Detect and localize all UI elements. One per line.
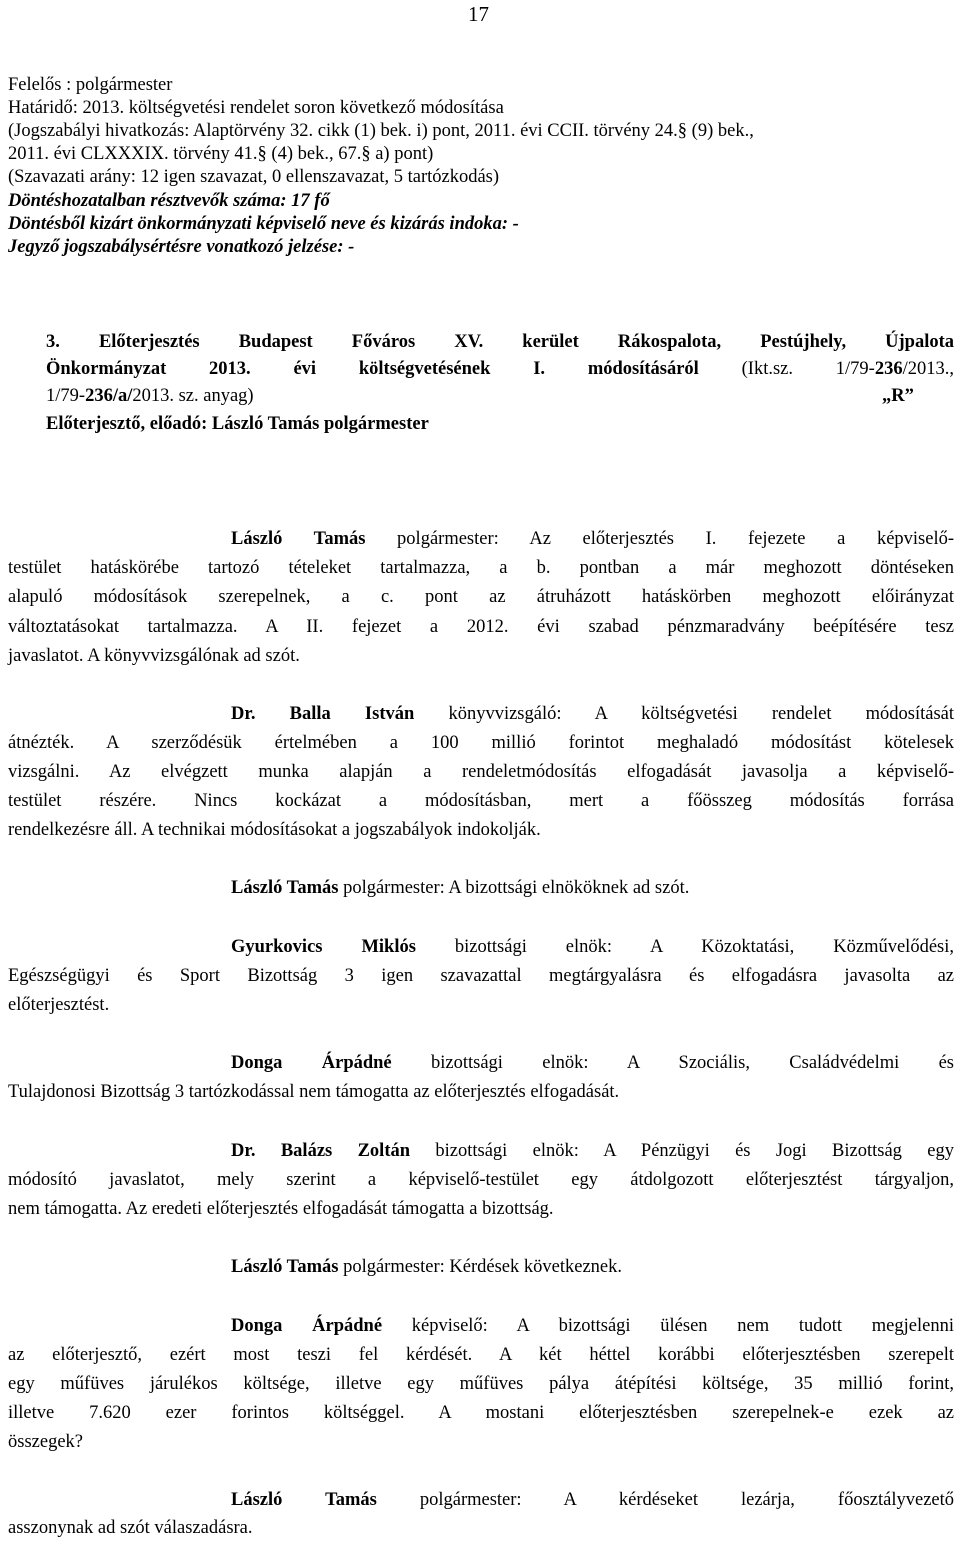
paragraph-line: alapuló módosítások szerepelnek, a c. pont az átruházott hatáskörben meghozott előirányzat — [8, 587, 954, 607]
paragraph-line: bizottsági elnök: A Szociális, Családvédelmi és — [391, 1053, 954, 1073]
paragraph-line: illetve 7.620 ezer forintos költséggel. A mostani előterjesztésben szerepelnek-e ezek az — [8, 1403, 954, 1423]
paragraph-line: polgármester: A bizottsági elnököknek ad szót. — [338, 878, 690, 898]
reference-prefix: (Ikt.sz. 1/79- — [698, 359, 875, 379]
paragraph-line: javaslatot. A könyvvizsgálónak ad szót. — [8, 646, 300, 666]
paragraph-line: polgármester: Az előterjesztés I. fejezete a képviselő- — [365, 529, 955, 549]
vote-ratio-line: (Szavazati arány: 12 igen szavazat, 0 ellenszavazat, 5 tartózkodás) — [8, 167, 500, 187]
paragraph-line: nem támogatta. Az eredeti előterjesztés elfogadását támogatta a bizottság. — [8, 1199, 554, 1219]
presenter-line: Előterjesztő, előadó: László Tamás polgármester — [46, 414, 429, 434]
speaker-name: Dr. Balázs Zoltán — [231, 1141, 411, 1161]
paragraph-line: bizottsági elnök: A Közoktatási, Közművelődési, — [415, 937, 954, 957]
reference-number-2: 236/a/ — [85, 386, 133, 406]
speaker-name: László Tamás — [231, 1490, 377, 1510]
agenda-title-line-3 — [46, 383, 254, 410]
paragraph-line: polgármester: A kérdéseket lezárja, főosztályvezető — [376, 1490, 955, 1510]
paragraph-line: változtatásokat tartalmazza. A II. fejezet a 2012. évi szabad pénzmaradvány beépítésére tesz — [8, 617, 954, 637]
agenda-title-line-1: 3. Előterjesztés Budapest Főváros XV. kerület Rákospalota, Pestújhely, Újpalota — [46, 332, 954, 352]
speaker-name: László Tamás — [231, 1257, 339, 1277]
speaker-name: László Tamás — [231, 529, 366, 549]
responsible-line: Felelős : polgármester — [8, 75, 173, 95]
reference-prefix-2: 1/79- — [46, 386, 86, 406]
speaker-name: Gyurkovics Miklós — [231, 937, 416, 957]
paragraph-line: módosító javaslatot, mely szerint a képviselő-testület egy átdolgozott előterjesztést tárgyaljon, — [8, 1170, 954, 1190]
agenda-title-text: Önkormányzat 2013. évi költségvetésének I. módosításáról — [46, 359, 699, 379]
reference-year: /2013., — [902, 359, 954, 379]
deadline-line: Határidő: 2013. költségvetési rendelet soron következő módosítása — [8, 98, 504, 118]
agenda-title-line-2 — [46, 356, 954, 383]
speaker-name: Dr. Balla István — [231, 704, 415, 724]
paragraph-line: testület részére. Nincs kockázat a módosításban, mert a főösszeg módosítás forrása — [8, 791, 954, 811]
notary-line: Jegyző jogszabálysértésre vonatkozó jelzése: - — [8, 237, 355, 257]
material-label: 2013. sz. anyag) — [132, 386, 254, 406]
paragraph-line: az előterjesztő, ezért most teszi fel kérdését. A két héttel korábbi előterjesztésben szerepelt — [8, 1345, 954, 1365]
page-number: 17 — [468, 2, 489, 26]
paragraph-line: vizsgálni. Az elvégzett munka alapján a rendeletmódosítás elfogadását javasolja a képviselő- — [8, 762, 954, 782]
speaker-name: Donga Árpádné — [231, 1053, 392, 1073]
paragraph-line: Tulajdonosi Bizottság 3 tartózkodással nem támogatta az előterjesztés elfogadását. — [8, 1082, 620, 1102]
excluded-line: Döntésből kizárt önkormányzati képviselő neve és kizárás indoka: - — [8, 214, 519, 234]
paragraph-line: könyvvizsgáló: A költségvetési rendelet módosítását — [414, 704, 954, 724]
category-marker: „R” — [882, 386, 914, 406]
paragraph-line: asszonynak ad szót válaszadásra. — [8, 1518, 253, 1538]
legal-reference-line-2: 2011. évi CLXXXIX. törvény 41.§ (4) bek., 67.§ a) pont) — [8, 144, 434, 164]
speaker-name: Donga Árpádné — [231, 1316, 383, 1336]
paragraph-line: egy műfüves járulékos költsége, illetve egy műfüves pálya átépítési költsége, 35 millió forint, — [8, 1374, 954, 1394]
paragraph-line: bizottsági elnök: A Pénzügyi és Jogi Bizottság egy — [410, 1141, 954, 1161]
participants-line: Döntéshozatalban résztvevők száma: 17 fő — [8, 191, 330, 211]
paragraph-line: előterjesztést. — [8, 995, 110, 1015]
paragraph-line: átnézték. A szerződésük értelmében a 100 millió forintot meghaladó módosítást kötelesek — [8, 733, 954, 753]
paragraph-line: polgármester: Kérdések következnek. — [338, 1257, 622, 1277]
legal-reference-line-1: (Jogszabályi hivatkozás: Alaptörvény 32. cikk (1) bek. i) pont, 2011. évi CCII. törvény 24.§ (9) bek., — [8, 121, 754, 141]
paragraph-line: képviselő: A bizottsági ülésen nem tudott megjelenni — [382, 1316, 954, 1336]
reference-number: 236 — [874, 359, 903, 379]
speaker-name: László Tamás — [231, 878, 339, 898]
paragraph-line: rendelkezésre áll. A technikai módosításokat a jogszabályok indokolják. — [8, 820, 541, 840]
paragraph-line: testület hatáskörébe tartozó tételeket tartalmazza, a b. pontban a már meghozott döntéseken — [8, 558, 954, 578]
paragraph-line: Egészségügyi és Sport Bizottság 3 igen szavazattal megtárgyalásra és elfogadásra javasolta az — [8, 966, 954, 986]
paragraph-line: összegek? — [8, 1432, 83, 1452]
